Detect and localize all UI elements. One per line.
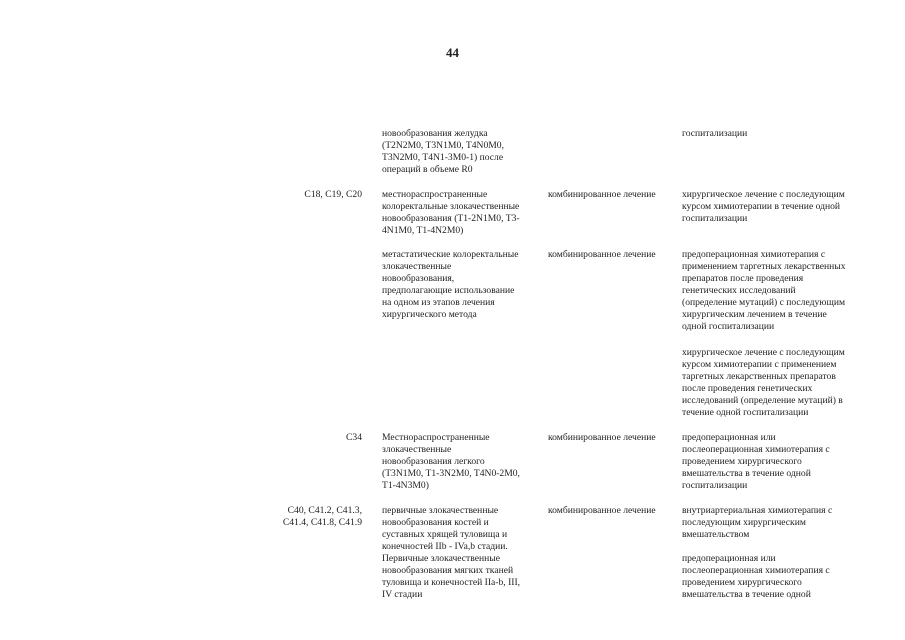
diagnosis-cell: метастатические колоректальные злокачественные новообразования, предполагающие использование на одном из этапов лечения хирургического метода <box>382 249 519 320</box>
method-cell: хирургическое лечение с последующим курсом химиотерапии с применением таргетных лекарственных препаратов после проведения генетических исследований (определение мутаций) в течение одной госпитализации <box>682 347 845 418</box>
diagnosis-cell: новообразования желудка (T2N2M0, T3N1M0, T4N0M0, T3N2M0, T4N1-3M0-1) после операций в объеме R0 <box>382 128 504 175</box>
method-cell: внутриартериальная химиотерапия с последующим хирургическим вмешательством <box>682 505 833 540</box>
icd-code-cell: C40, C41.2, C41.3, C41.4, C41.8, C41.9 <box>282 505 362 528</box>
page-number: 44 <box>446 45 459 60</box>
treatment-cell: комбинированное лечение <box>548 432 656 443</box>
method-cell: хирургическое лечение с последующим курсом химиотерапии в течение одной госпитализации <box>682 189 845 224</box>
diagnosis-cell: местнораспространенные колоректальные злокачественные новообразования (T1-2N1M0, T3- 4N1M0, T1-4N2M0) <box>382 189 520 236</box>
treatment-cell: комбинированное лечение <box>548 249 656 260</box>
method-cell: госпитализации <box>682 128 748 139</box>
method-cell: предоперационная химиотерапия с применением таргетных лекарственных препаратов после проведения генетических исследований (определение мутаций) с последующим хирургическим лечением в течение одной госпитализации <box>682 249 846 332</box>
treatment-cell: комбинированное лечение <box>548 505 656 516</box>
treatment-cell: комбинированное лечение <box>548 189 656 200</box>
diagnosis-cell: первичные злокачественные новообразования костей и суставных хрящей туловища и конечностей IIb - IVa,b стадии. Первичные злокачественные новообразования мягких тканей туловища и конечностей IIa-b, III, IV стадии <box>382 505 521 600</box>
diagnosis-cell: Местнораспространенные злокачественные новообразования легкого (T3N1M0, T1-3N2M0, T4N0-2M0, T1-4N3M0) <box>382 432 520 491</box>
icd-code-cell: C34 <box>346 432 362 443</box>
icd-code-cell: C18, C19, C20 <box>304 189 362 200</box>
method-cell: предоперационная или послеоперационная химиотерапия с проведением хирургического вмешательства в течение одной <box>682 553 830 600</box>
method-cell: предоперационная или послеоперационная химиотерапия с проведением хирургического вмешательства в течение одной госпитализации <box>682 432 830 491</box>
